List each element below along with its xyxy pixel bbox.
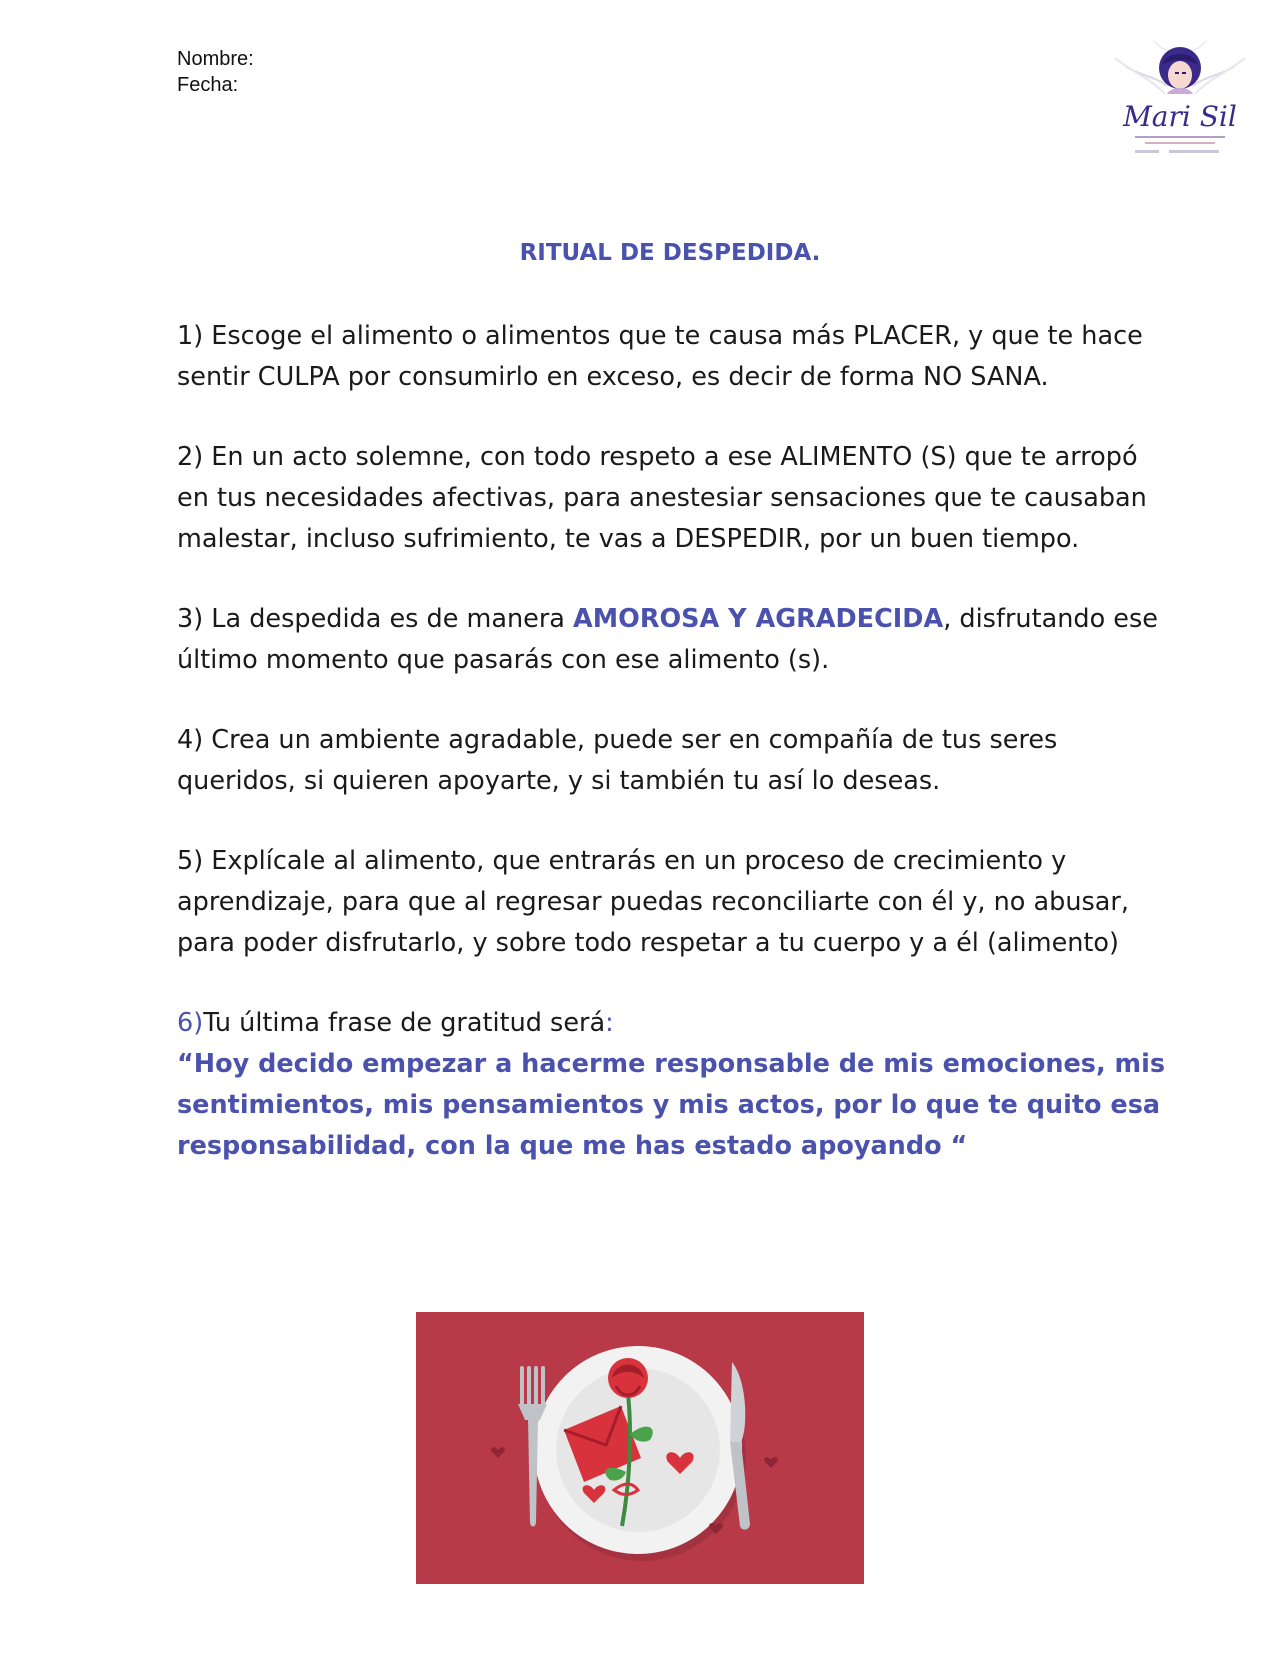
page-title: RITUAL DE DESPEDIDA. [519,240,821,266]
instruction-item-3-after: , disfrutando ese último momento que pasarás con ese alimento (s). [177,604,1158,675]
closing-lead: Tu última frase de gratitud será [203,1008,606,1038]
closing-number: 6) [177,1008,204,1038]
instruction-item-5: 5) Explícale al alimento, que entrarás en un proceso de crecimiento y aprendizaje, para que al regresar puedas reconciliarte con él y, no abusar, para poder disfrutarlo, y sobre todo respetar a tu cuerpo y a él (alimento) [177,846,1129,958]
closing-colon: : [605,1008,614,1038]
logo-brand-text: Mari Sil [1123,100,1237,133]
instruction-item-2: 2) En un acto solemne, con todo respeto a ese ALIMENTO (S) que te arropó en tus necesidades afectivas, para anestesiar sensaciones que te causaban malestar, incluso sufrimiento, te vas a DESPEDIR, por un buen tiempo. [177,442,1147,554]
instructions-body [177,316,1177,1167]
closing-quote: “Hoy decido empezar a hacerme responsable de mis emociones, mis sentimientos, mis pensamientos y mis actos, por lo que te quito esa responsabilidad, con la que me has estado apoyando “ [177,1049,1166,1161]
instruction-item-3 [177,599,1177,681]
plate-with-rose-envelope-and-cutlery-icon [416,1312,864,1584]
woman-portrait-logo-icon [1105,28,1255,168]
closing-section [177,1003,1177,1167]
brand-logo [1105,28,1255,168]
closing-lead-line [177,1003,1177,1044]
instruction-item-3-before: 3) La despedida es de manera [177,604,574,634]
instruction-item-3-highlight: AMOROSA Y AGRADECIDA [573,604,944,634]
instruction-item-4: 4) Crea un ambiente agradable, puede ser en compañía de tus seres queridos, si quieren apoyarte, y si también tu así lo deseas. [177,725,1058,796]
instruction-item-1: 1) Escoge el alimento o alimentos que te causa más PLACER, y que te hace sentir CULPA por consumirlo en exceso, es decir de forma NO SANA. [177,321,1143,392]
header-fields [177,46,254,98]
plate-illustration [416,1312,864,1584]
date-label: Fecha: [177,74,239,96]
name-label: Nombre: [177,48,254,70]
